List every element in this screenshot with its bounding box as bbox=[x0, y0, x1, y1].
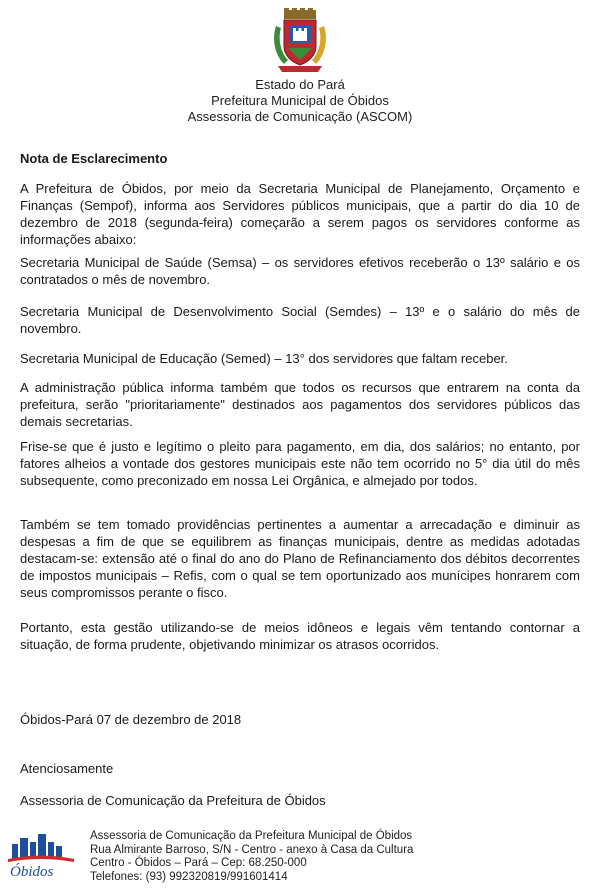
footer-logo-text: Óbidos bbox=[10, 864, 54, 880]
paragraph-3: Secretaria Municipal de Desenvolvimento Social (Semdes) – 13º e o salário do mês de novembro. bbox=[20, 304, 580, 336]
footer-line-1: Assessoria de Comunicação da Prefeitura Municipal de Óbidos bbox=[90, 830, 413, 842]
paragraph-8: Portanto, esta gestão utilizando-se de meios idôneos e legais vêm tentando contornar a situação, de forma prudente, objetivando minimizar os atrasos ocorridos. bbox=[20, 620, 580, 652]
paragraph-5: A administração pública informa também que todos os recursos que entrarem na conta da prefeitura, serão "prioritariamente" destinados aos pagamentos dos servidores públicos das demais secretarias. bbox=[20, 380, 580, 429]
document-footer bbox=[90, 830, 413, 884]
header-office: Assessoria de Comunicação (ASCOM) bbox=[187, 109, 413, 124]
footer-line-4: Telefones: (93) 992320819/991601414 bbox=[90, 870, 288, 883]
paragraph-1: A Prefeitura de Óbidos, por meio da Secretaria Municipal de Planejamento, Orçamento e Finanças (Sempof), informa aos Servidores públicos municipais, que a partir do dia 10 de dezembro de 2018 (segunda-feira) começarão a serem pagos os servidores conforme as informações abaixo: bbox=[20, 181, 580, 247]
document-header bbox=[0, 77, 600, 125]
municipal-crest-icon bbox=[270, 8, 330, 76]
note-title: Nota de Esclarecimento bbox=[20, 151, 168, 166]
paragraph-6: Frise-se que é justo e legítimo o pleito para pagamento, em dia, dos salários; no entanto, por fatores alheios a vontade dos gestores municipais este não tem ocorrido no 5° dia útil do mês subsequente, como preconizado em nossa Lei Orgânica, e almejado por todos. bbox=[20, 439, 580, 488]
note-signature: Assessoria de Comunicação da Prefeitura de Óbidos bbox=[20, 793, 326, 808]
paragraph-4: Secretaria Municipal de Educação (Semed) – 13° dos servidores que faltam receber. bbox=[20, 351, 508, 366]
header-prefecture: Prefeitura Municipal de Óbidos bbox=[211, 93, 389, 108]
note-date: Óbidos-Pará 07 de dezembro de 2018 bbox=[20, 712, 242, 727]
obidos-logo-icon bbox=[2, 826, 80, 882]
footer-line-3: Centro - Óbidos – Pará – Cep: 68.250-000 bbox=[90, 857, 307, 869]
note-body bbox=[20, 150, 580, 808]
note-closing: Atenciosamente bbox=[20, 761, 114, 776]
paragraph-7: Também se tem tomado providências pertinentes a aumentar a arrecadação e diminuir as despesas a fim de que se equilibrem as finanças municipais, dentre as medidas adotadas destacam-se: extensão até o final do ano do Plano de Refinanciamento dos débitos decorrentes de impostos municipais – Refis, com o qual se tem oportunizado aos munícipes honrarem com seus compromissos perante o fisco. bbox=[20, 517, 580, 600]
footer-line-2: Rua Almirante Barroso, S/N - Centro - anexo à Casa da Cultura bbox=[90, 843, 414, 856]
paragraph-2: Secretaria Municipal de Saúde (Semsa) – os servidores efetivos receberão o 13º salário e os contratados o mês de novembro. bbox=[20, 255, 580, 287]
header-state: Estado do Pará bbox=[255, 77, 345, 92]
